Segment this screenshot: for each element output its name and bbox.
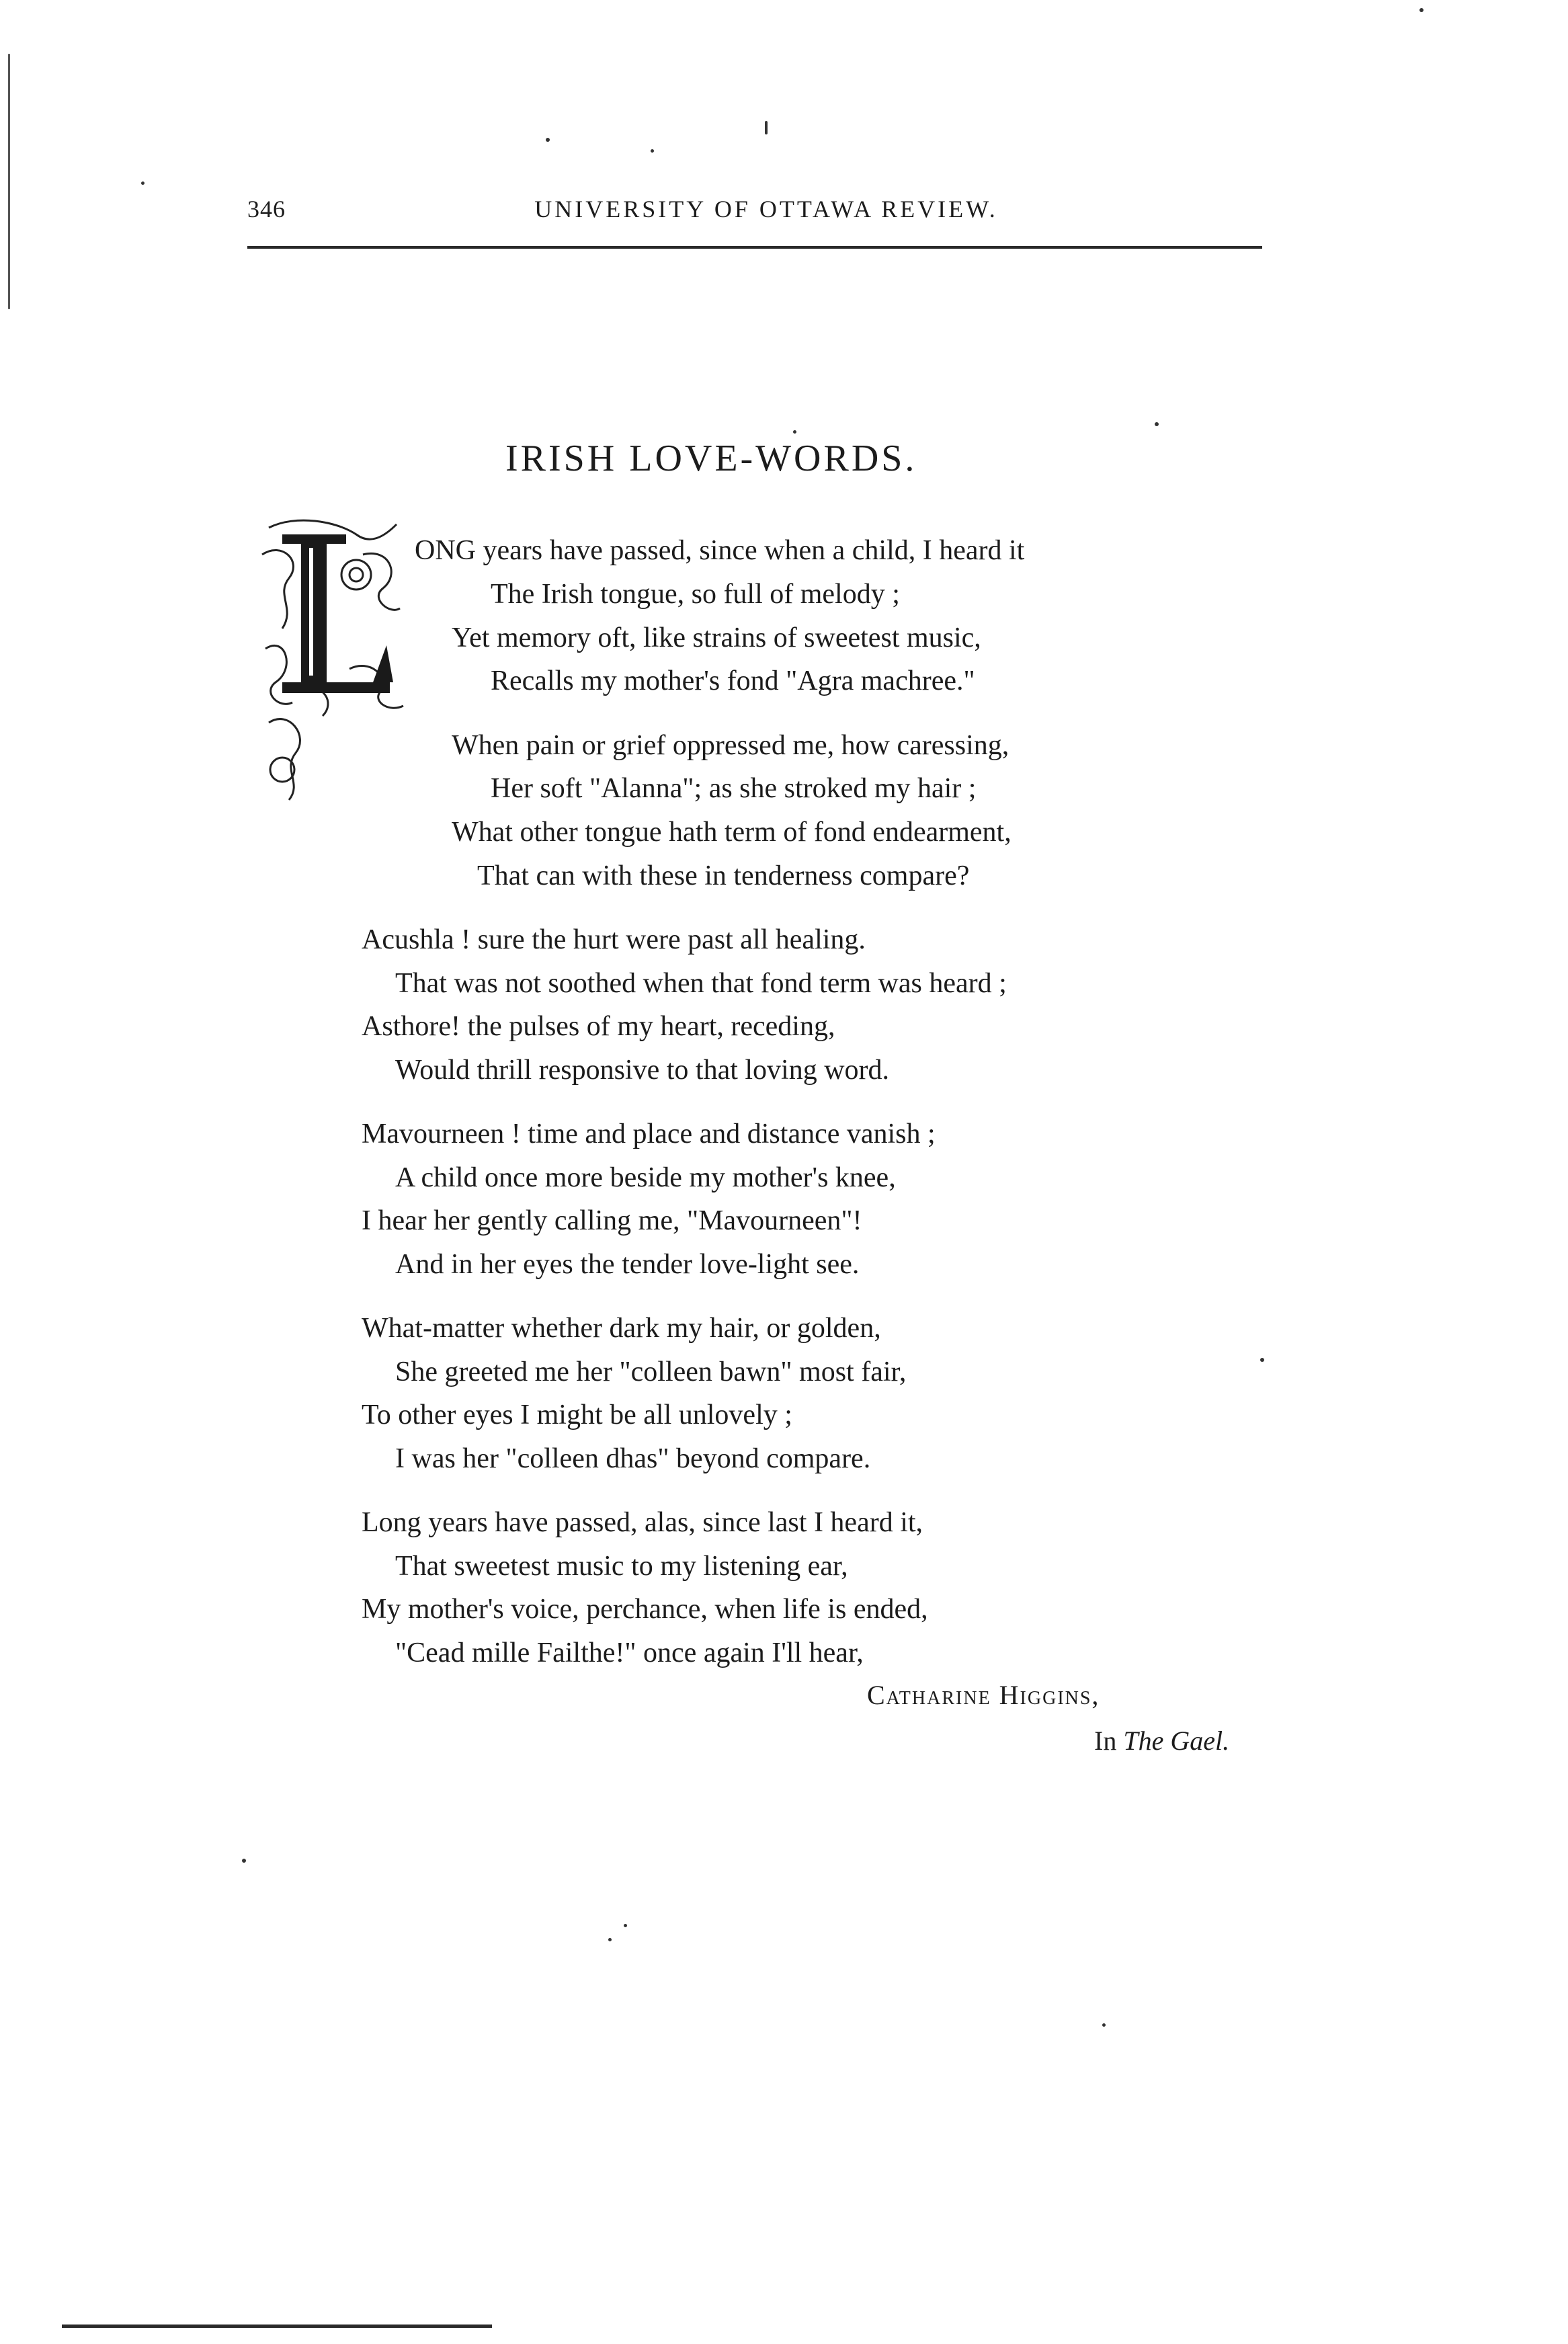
scan-speck [1102, 2023, 1106, 2027]
verse-line: That sweetest music to my listening ear, [395, 1551, 848, 1582]
header-rule [247, 246, 1262, 249]
verse-line: To other eyes I might be all unlovely ; [362, 1400, 792, 1430]
verse-line: Would thrill responsive to that loving word. [395, 1055, 890, 1086]
scan-speck [651, 149, 654, 153]
verse-line: My mother's voice, perchance, when life is ended, [362, 1594, 928, 1625]
source-title: The Gael. [1123, 1726, 1230, 1756]
scan-speck [793, 430, 796, 434]
scan-speck [242, 1859, 246, 1863]
verse-line: She greeted me her "colleen bawn" most fair, [395, 1357, 907, 1387]
verse-line: That can with these in tenderness compare? [477, 860, 970, 891]
verse-line: A child once more beside my mother's knee, [395, 1162, 896, 1193]
ornamental-drop-cap-l-icon [255, 514, 410, 810]
scan-speck [765, 121, 768, 134]
verse-line: When pain or grief oppressed me, how caressing, [452, 730, 1009, 761]
author-attribution: Catharine Higgins, [867, 1680, 1100, 1710]
verse-line: Long years have passed, alas, since last I heard it, [362, 1507, 923, 1538]
verse-line: And in her eyes the tender love-light see. [395, 1249, 860, 1280]
scan-speck [546, 138, 550, 142]
verse-line: ONG years have passed, since when a child, I heard it [415, 535, 1025, 566]
verse-line: Asthore! the pulses of my heart, receding, [362, 1011, 835, 1042]
scan-speck [1260, 1358, 1264, 1362]
scan-speck [8, 54, 10, 309]
verse-line: I hear her gently calling me, "Mavourneen"! [362, 1205, 862, 1236]
verse-line: Yet memory oft, like strains of sweetest music, [452, 622, 981, 653]
scan-speck [608, 1938, 612, 1941]
verse-line: Her soft "Alanna"; as she stroked my hair ; [491, 773, 977, 804]
page-number: 346 [247, 196, 286, 223]
verse-line: The Irish tongue, so full of melody ; [491, 579, 900, 610]
verse-line: What-matter whether dark my hair, or golden, [362, 1313, 881, 1344]
scan-speck [624, 1924, 627, 1927]
verse-line: Recalls my mother's fond "Agra machree." [491, 665, 975, 696]
scan-speck [1419, 8, 1423, 12]
bottom-rule [62, 2325, 492, 2328]
verse-line: "Cead mille Failthe!" once again I'll hear, [395, 1638, 864, 1668]
verse-line: Mavourneen ! time and place and distance vanish ; [362, 1119, 936, 1149]
verse-line: I was her "colleen dhas" beyond compare. [395, 1443, 871, 1474]
source-prefix: In [1094, 1726, 1117, 1756]
scan-speck [141, 181, 145, 185]
verse-line: Acushla ! sure the hurt were past all healing. [362, 924, 866, 955]
running-head: UNIVERSITY OF OTTAWA REVIEW. [534, 196, 998, 223]
scan-speck [1155, 422, 1159, 426]
poem-title: IRISH LOVE-WORDS. [505, 438, 917, 479]
verse-line: That was not soothed when that fond term was heard ; [395, 968, 1007, 999]
verse-line: What other tongue hath term of fond endearment, [452, 817, 1012, 848]
source-attribution [1094, 1725, 1229, 1756]
